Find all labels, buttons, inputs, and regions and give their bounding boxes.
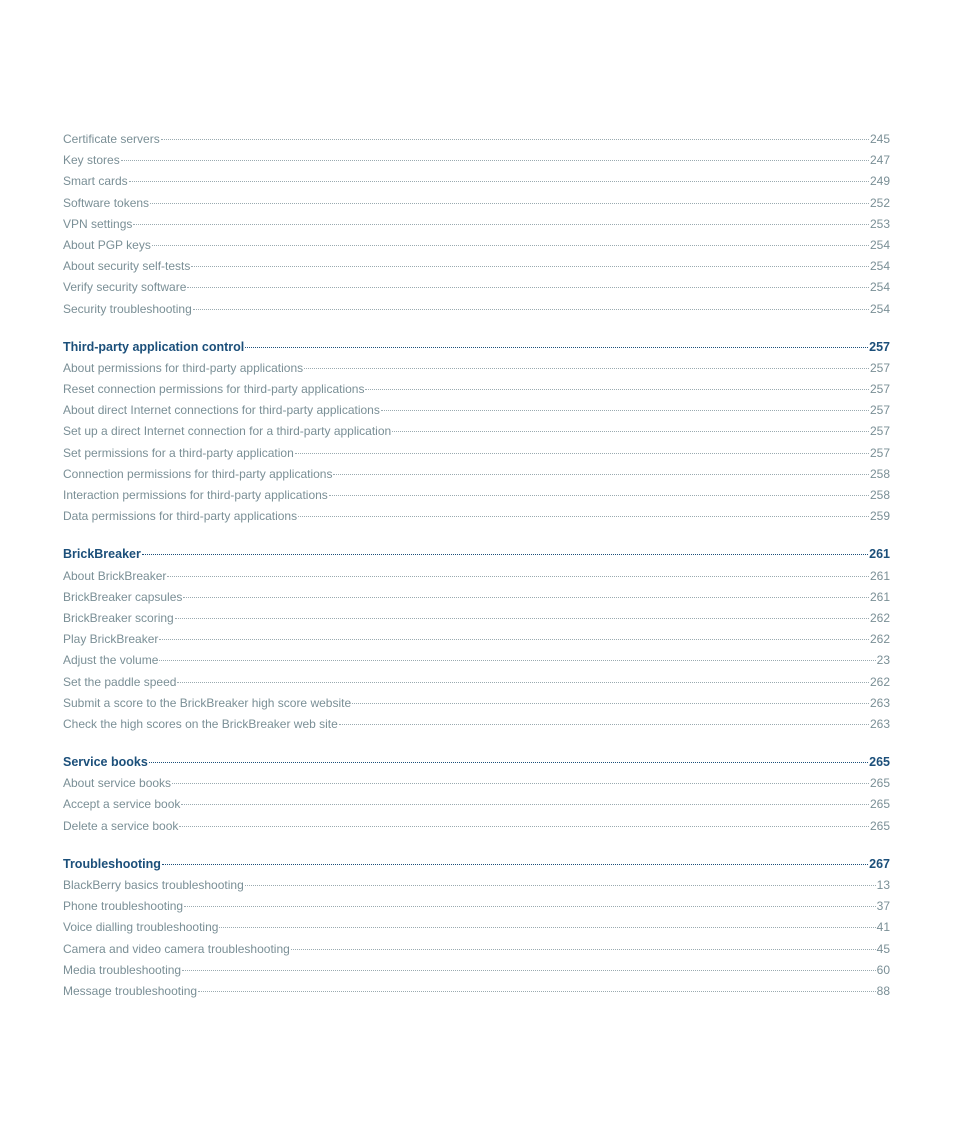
toc-chapter-heading[interactable] [63,547,890,568]
toc-entry[interactable] [63,819,890,840]
leader-dots [133,224,869,225]
toc-entry-label: Camera and video camera troubleshooting [63,941,290,956]
toc-entry[interactable] [63,361,890,382]
leader-dots [352,703,869,704]
toc-entry-label: Media troubleshooting [63,962,182,977]
toc-section-troubleshooting [63,857,890,1005]
toc-entry-label: Data permissions for third-party applications [63,509,298,524]
toc-entry[interactable] [63,467,890,488]
toc-entry-label: Adjust the volume [63,653,159,668]
toc-entry-page: 41 [876,920,890,935]
toc-entry-label: Submit a score to the BrickBreaker high score website [63,695,352,710]
toc-entry-label: Set up a direct Internet connection for a third-party application [63,424,392,439]
toc-entry-page: 253 [869,216,890,231]
toc-section-third-party [63,340,890,531]
toc-entry[interactable] [63,488,890,509]
toc-entry-page: 258 [869,488,890,502]
toc-entry-page: 259 [869,509,890,524]
toc-entry[interactable] [63,963,890,984]
toc-entry-label: Voice dialling troubleshooting [63,920,219,935]
toc-entry-page: 263 [869,695,890,710]
toc-entry-page: 265 [869,818,890,833]
leader-dots [183,597,869,598]
toc-entry-page: 45 [876,941,890,956]
toc-entry[interactable] [63,653,890,674]
toc-entry[interactable] [63,238,890,259]
leader-dots [245,885,876,886]
toc-entry[interactable] [63,259,890,280]
toc-entry-page: 262 [869,674,890,689]
toc-entry-page: 262 [869,632,890,647]
toc-entry-page: 261 [869,568,890,583]
leader-dots [381,410,869,411]
toc-entry-label: Software tokens [63,195,150,210]
toc-entry[interactable] [63,196,890,217]
leader-dots [193,309,869,310]
leader-dots [142,554,868,555]
toc-chapter-heading[interactable] [63,755,890,776]
toc-entry-page: 249 [869,174,890,189]
toc-entry-label: Reset connection permissions for third-party applications [63,382,365,397]
leader-dots [187,287,869,288]
leader-dots [295,453,869,454]
toc-entry-page: 254 [869,237,890,252]
toc-entry[interactable] [63,797,890,818]
toc-entry-page: 258 [869,466,890,481]
toc-entry[interactable] [63,942,890,963]
leader-dots [177,682,869,683]
toc-entry[interactable] [63,509,890,530]
toc-entry-page: 37 [876,899,890,914]
toc-entry[interactable] [63,776,890,797]
leader-dots [179,826,869,827]
toc-entry-label: Check the high scores on the BrickBreaker web site [63,716,338,731]
toc-entry[interactable] [63,569,890,590]
toc-section-brickbreaker [63,547,890,738]
toc-entry-label: Interaction permissions for third-party applications [63,488,328,502]
toc-entry-label: Set the paddle speed [63,674,177,689]
toc-entry-label: About direct Internet connections for third-party applications [63,403,380,418]
toc-entry-page: 23 [876,653,890,668]
leader-dots [219,927,875,928]
toc-entry-page: 265 [869,797,890,812]
toc-entry-page: 245 [869,132,890,146]
toc-entry-label: About PGP keys [63,237,151,252]
toc-entry[interactable] [63,280,890,301]
toc-entry[interactable] [63,403,890,424]
toc-entry-page: 257 [869,403,890,418]
leader-dots [333,474,869,475]
toc-entry-label: Verify security software [63,280,187,295]
toc-section-service-books [63,755,890,840]
leader-dots [159,660,875,661]
leader-dots [161,139,869,140]
toc-chapter-page: 265 [869,755,890,770]
leader-dots [149,762,868,763]
leader-dots [339,724,869,725]
toc-chapter-page: 261 [869,547,890,562]
toc-entry[interactable] [63,696,890,717]
toc-entry[interactable] [63,153,890,174]
toc-entry-label: Accept a service book [63,797,181,812]
toc-entry-label: Certificate servers [63,132,160,146]
toc-entry-label: Security troubleshooting [63,301,192,316]
toc-entry[interactable] [63,611,890,632]
toc-section-security [63,132,890,323]
leader-dots [184,906,876,907]
toc-entry-label: Connection permissions for third-party applications [63,466,333,481]
leader-dots [198,991,876,992]
leader-dots [291,949,876,950]
toc-entry-label: BrickBreaker scoring [63,610,174,625]
toc-entry[interactable] [63,174,890,195]
toc-entry-page: 254 [869,280,890,295]
toc-chapter-label: Third-party application control [63,339,245,354]
leader-dots [152,245,869,246]
toc-chapter-label: BrickBreaker [63,547,141,562]
leader-dots [175,618,869,619]
leader-dots [129,181,869,182]
toc-entry[interactable] [63,446,890,467]
leader-dots [159,639,869,640]
toc-entry-page: 254 [869,301,890,316]
toc-entry-label: BrickBreaker capsules [63,589,183,604]
toc-entry-page: 257 [869,445,890,460]
table-of-contents [63,132,890,1022]
toc-chapter-page: 257 [869,339,890,354]
toc-entry-page: 254 [869,259,890,274]
leader-dots [181,804,869,805]
toc-entry-label: Phone troubleshooting [63,899,184,914]
toc-entry[interactable] [63,899,890,920]
leader-dots [191,266,869,267]
toc-chapter-heading[interactable] [63,857,890,878]
toc-entry[interactable] [63,302,890,323]
toc-entry-label: About BrickBreaker [63,568,167,583]
toc-chapter-page: 267 [869,856,890,871]
toc-entry[interactable] [63,590,890,611]
toc-entry-label: Smart cards [63,174,128,189]
toc-entry[interactable] [63,675,890,696]
toc-entry[interactable] [63,878,890,899]
toc-entry[interactable] [63,984,890,1005]
leader-dots [167,576,869,577]
toc-entry[interactable] [63,132,890,153]
leader-dots [298,516,869,517]
leader-dots [150,203,869,204]
leader-dots [365,389,868,390]
toc-entry[interactable] [63,217,890,238]
leader-dots [329,495,869,496]
toc-entry-label: About permissions for third-party applications [63,360,304,375]
toc-entry-page: 247 [869,153,890,168]
toc-entry-label: BlackBerry basics troubleshooting [63,878,244,892]
toc-entry-label: Set permissions for a third-party application [63,445,294,460]
leader-dots [304,368,869,369]
toc-entry-page: 257 [869,424,890,439]
leader-dots [245,347,868,348]
leader-dots [172,783,869,784]
toc-entry-page: 263 [869,716,890,731]
toc-entry-label: Delete a service book [63,818,179,833]
toc-entry-label: About security self-tests [63,259,191,274]
toc-entry-page: 257 [869,382,890,397]
leader-dots [182,970,876,971]
toc-entry-label: Play BrickBreaker [63,632,159,647]
toc-entry-page: 265 [869,776,890,791]
toc-entry-label: Key stores [63,153,120,168]
toc-chapter-label: Service books [63,755,148,770]
toc-entry-label: Message troubleshooting [63,983,198,998]
toc-entry[interactable] [63,632,890,653]
toc-entry-page: 13 [876,878,890,892]
toc-entry-page: 257 [869,360,890,375]
toc-entry-label: VPN settings [63,216,133,231]
toc-chapter-label: Troubleshooting [63,856,161,871]
toc-entry-page: 262 [869,610,890,625]
toc-entry-page: 261 [869,589,890,604]
toc-entry[interactable] [63,717,890,738]
leader-dots [121,160,869,161]
leader-dots [392,431,869,432]
toc-entry-page: 252 [869,195,890,210]
leader-dots [162,864,868,865]
toc-entry-label: About service books [63,776,172,791]
toc-entry-page: 60 [876,962,890,977]
toc-chapter-heading[interactable] [63,340,890,361]
toc-entry[interactable] [63,382,890,403]
toc-entry[interactable] [63,424,890,445]
toc-entry-page: 88 [876,983,890,998]
toc-entry[interactable] [63,920,890,941]
